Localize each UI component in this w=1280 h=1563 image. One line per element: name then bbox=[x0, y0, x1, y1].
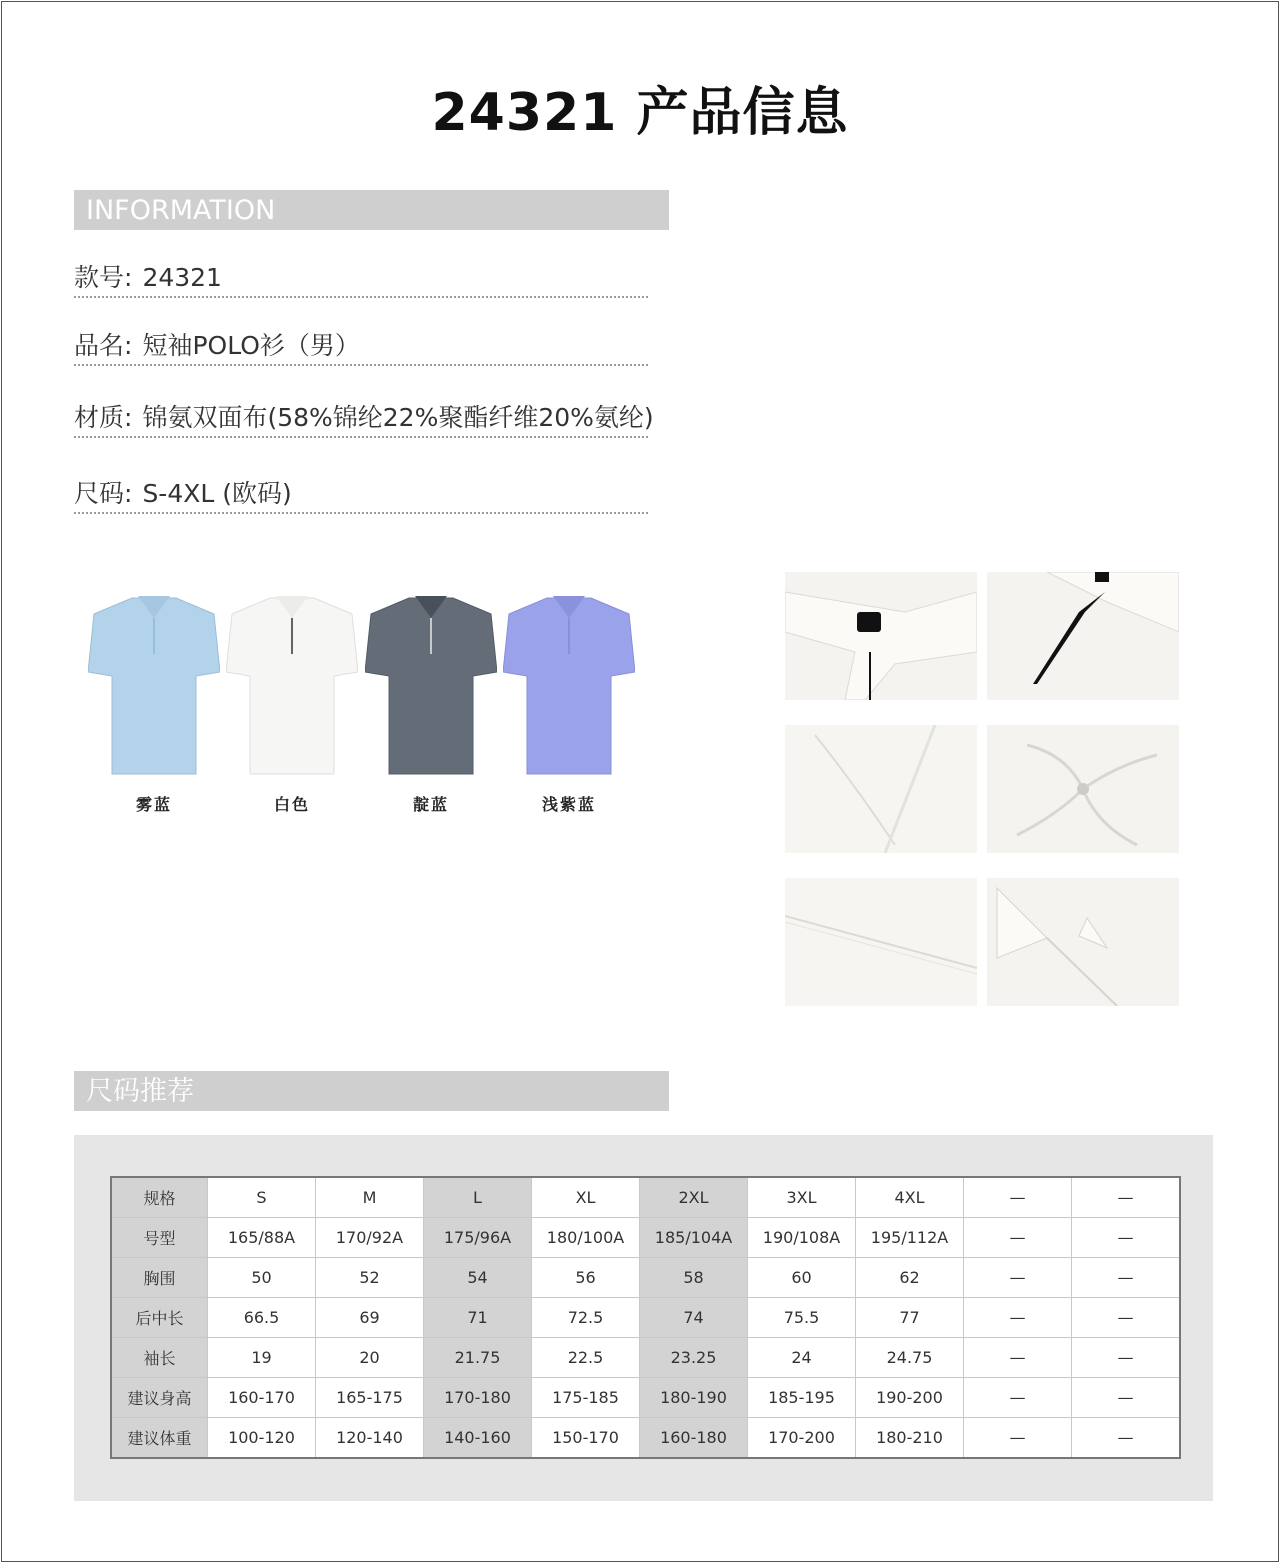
color-label: 雾蓝 bbox=[135, 795, 172, 814]
color-variant-fog-blue bbox=[88, 592, 220, 815]
table-cell: 185-195 bbox=[748, 1378, 856, 1418]
color-variant-white bbox=[226, 592, 358, 815]
table-cell: 195/112A bbox=[856, 1218, 964, 1258]
table-row-header: 袖长 bbox=[111, 1338, 208, 1378]
table-cell: 50 bbox=[208, 1258, 316, 1298]
table-cell: 170-200 bbox=[748, 1418, 856, 1459]
table-cell: 120-140 bbox=[316, 1418, 424, 1459]
page-title: 24321 产品信息 bbox=[431, 83, 849, 143]
polo-shirt-image bbox=[226, 592, 358, 778]
info-row-size-range bbox=[74, 474, 648, 514]
table-cell: — bbox=[964, 1418, 1072, 1459]
table-row bbox=[111, 1218, 1180, 1258]
table-cell: 24 bbox=[748, 1338, 856, 1378]
table-cell: — bbox=[964, 1298, 1072, 1338]
table-cell: — bbox=[964, 1258, 1072, 1298]
table-row-header: 号型 bbox=[111, 1218, 208, 1258]
table-cell: 23.25 bbox=[640, 1338, 748, 1378]
info-row-material bbox=[74, 398, 654, 438]
table-cell: 160-180 bbox=[640, 1418, 748, 1459]
color-variant-indigo bbox=[365, 592, 497, 815]
table-cell: 19 bbox=[208, 1338, 316, 1378]
table-cell: — bbox=[964, 1177, 1072, 1218]
detail-photo-sleeve-hem bbox=[785, 725, 977, 853]
table-cell: — bbox=[1072, 1177, 1181, 1218]
table-cell: 100-120 bbox=[208, 1418, 316, 1459]
info-value: 短袖POLO衫（男） bbox=[142, 331, 360, 360]
table-row bbox=[111, 1418, 1180, 1459]
table-cell: 72.5 bbox=[532, 1298, 640, 1338]
table-cell: 140-160 bbox=[424, 1418, 532, 1459]
color-label: 白色 bbox=[273, 795, 310, 814]
table-row-header: 胸围 bbox=[111, 1258, 208, 1298]
table-cell: 58 bbox=[640, 1258, 748, 1298]
polo-shirt-image bbox=[88, 592, 220, 778]
table-cell: 2XL bbox=[640, 1177, 748, 1218]
table-cell: 160-170 bbox=[208, 1378, 316, 1418]
color-label: 浅紫蓝 bbox=[541, 795, 596, 814]
table-cell: 4XL bbox=[856, 1177, 964, 1218]
table-cell: 62 bbox=[856, 1258, 964, 1298]
table-row bbox=[111, 1258, 1180, 1298]
table-cell: 180/100A bbox=[532, 1218, 640, 1258]
polo-shirt-image bbox=[365, 592, 497, 778]
table-cell: 190/108A bbox=[748, 1218, 856, 1258]
table-cell: 150-170 bbox=[532, 1418, 640, 1459]
table-cell: 180-190 bbox=[640, 1378, 748, 1418]
table-cell: — bbox=[1072, 1378, 1181, 1418]
table-cell: 56 bbox=[532, 1258, 640, 1298]
table-cell: 175-185 bbox=[532, 1378, 640, 1418]
table-cell: 71 bbox=[424, 1298, 532, 1338]
table-cell: 185/104A bbox=[640, 1218, 748, 1258]
info-value: S-4XL (欧码) bbox=[142, 479, 292, 508]
table-cell: S bbox=[208, 1177, 316, 1218]
table-cell: 74 bbox=[640, 1298, 748, 1338]
table-cell: 180-210 bbox=[856, 1418, 964, 1459]
table-cell: — bbox=[964, 1218, 1072, 1258]
info-value: 锦氨双面布(58%锦纶22%聚酯纤维20%氨纶) bbox=[142, 403, 654, 432]
table-cell: — bbox=[1072, 1338, 1181, 1378]
detail-photo-seam bbox=[785, 878, 977, 1006]
table-cell: 21.75 bbox=[424, 1338, 532, 1378]
table-cell: 24.75 bbox=[856, 1338, 964, 1378]
table-cell: — bbox=[1072, 1418, 1181, 1459]
info-label: 品名: bbox=[74, 331, 133, 360]
detail-photo-placket bbox=[987, 572, 1179, 700]
detail-photo-fabric-swirl bbox=[987, 725, 1179, 853]
table-cell: M bbox=[316, 1177, 424, 1218]
table-cell: 66.5 bbox=[208, 1298, 316, 1338]
table-cell: — bbox=[1072, 1258, 1181, 1298]
table-row bbox=[111, 1378, 1180, 1418]
table-row-header: 规格 bbox=[111, 1177, 208, 1218]
table-cell: 165/88A bbox=[208, 1218, 316, 1258]
table-row-header: 建议体重 bbox=[111, 1418, 208, 1459]
info-row-style-number bbox=[74, 258, 648, 298]
table-cell: 60 bbox=[748, 1258, 856, 1298]
color-variant-light-purple-blue bbox=[503, 592, 635, 815]
table-cell: — bbox=[1072, 1218, 1181, 1258]
table-cell: 22.5 bbox=[532, 1338, 640, 1378]
info-row-product-name bbox=[74, 326, 648, 366]
table-row bbox=[111, 1338, 1180, 1378]
table-row bbox=[111, 1298, 1180, 1338]
table-cell: 75.5 bbox=[748, 1298, 856, 1338]
table-cell: — bbox=[1072, 1298, 1181, 1338]
table-cell: 54 bbox=[424, 1258, 532, 1298]
table-cell: — bbox=[964, 1338, 1072, 1378]
table-cell: — bbox=[964, 1378, 1072, 1418]
table-cell: 3XL bbox=[748, 1177, 856, 1218]
polo-shirt-image bbox=[503, 592, 635, 778]
table-cell: XL bbox=[532, 1177, 640, 1218]
information-section-header: INFORMATION bbox=[74, 190, 669, 230]
color-label: 靛蓝 bbox=[412, 795, 449, 814]
table-row-header: 建议身高 bbox=[111, 1378, 208, 1418]
table-cell: L bbox=[424, 1177, 532, 1218]
table-cell: 175/96A bbox=[424, 1218, 532, 1258]
table-cell: 170-180 bbox=[424, 1378, 532, 1418]
table-row-header: 后中长 bbox=[111, 1298, 208, 1338]
detail-photo-collar-logo bbox=[785, 572, 977, 700]
table-cell: 52 bbox=[316, 1258, 424, 1298]
size-section-header: 尺码推荐 bbox=[74, 1071, 669, 1111]
info-label: 款号: bbox=[74, 263, 133, 292]
table-cell: 170/92A bbox=[316, 1218, 424, 1258]
table-cell: 69 bbox=[316, 1298, 424, 1338]
table-cell: 77 bbox=[856, 1298, 964, 1338]
info-value: 24321 bbox=[142, 263, 222, 292]
info-label: 材质: bbox=[74, 403, 133, 432]
detail-photo-side-vent bbox=[987, 878, 1179, 1006]
table-row bbox=[111, 1177, 1180, 1218]
table-cell: 190-200 bbox=[856, 1378, 964, 1418]
size-table bbox=[110, 1176, 1181, 1459]
table-cell: 20 bbox=[316, 1338, 424, 1378]
table-cell: 165-175 bbox=[316, 1378, 424, 1418]
info-label: 尺码: bbox=[74, 479, 133, 508]
